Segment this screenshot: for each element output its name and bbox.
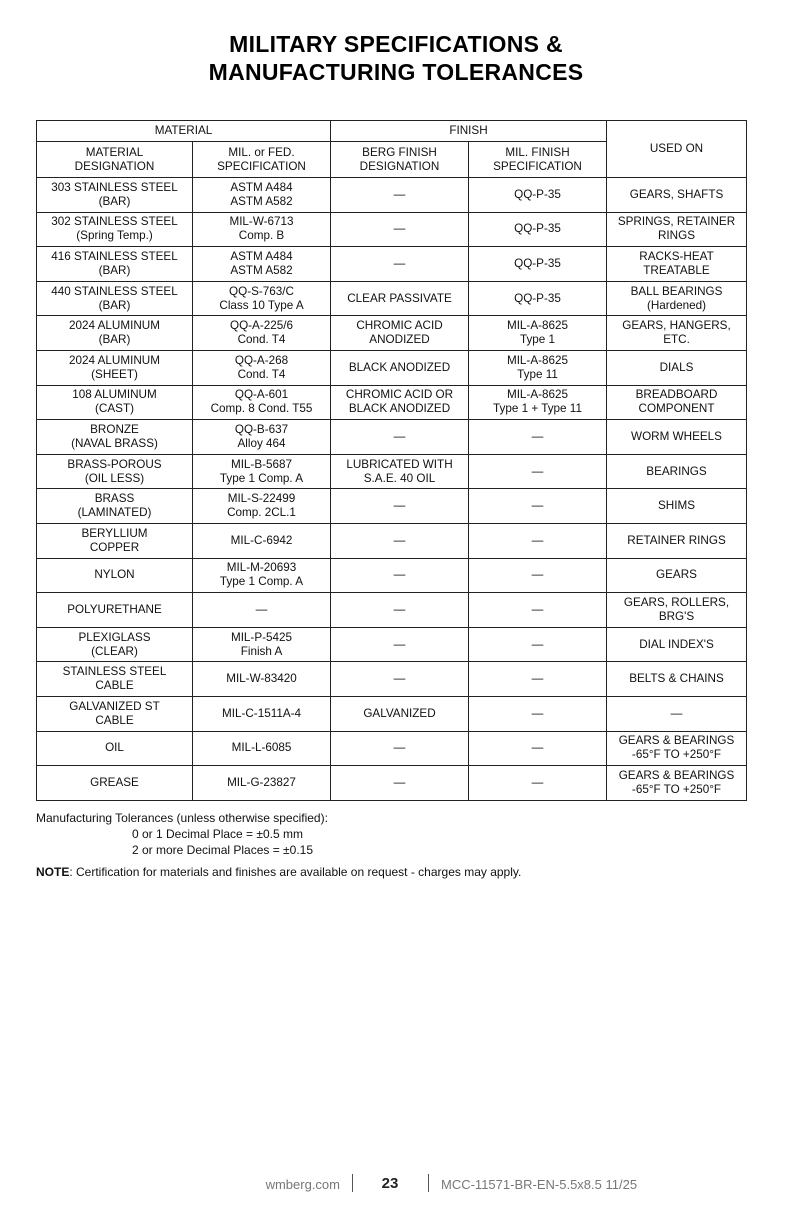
column-header-material-designation: MATERIAL DESIGNATION — [37, 142, 193, 178]
mil-fed-specification-cell: MIL-L-6085 — [193, 731, 331, 766]
mil-fed-specification-cell: QQ-S-763/C Class 10 Type A — [193, 281, 331, 316]
mil-finish-specification-cell: QQ-P-35 — [469, 178, 607, 213]
berg-finish-cell: — — [331, 420, 469, 455]
used-on-cell: GEARS & BEARINGS -65°F TO +250°F — [607, 766, 747, 801]
footer-document-code: MCC-11571-BR-EN-5.5x8.5 11/25 — [441, 1177, 638, 1192]
material-designation-cell: 303 STAINLESS STEEL (BAR) — [37, 178, 193, 213]
mil-finish-specification-cell: QQ-P-35 — [469, 281, 607, 316]
material-designation-cell: GREASE — [37, 766, 193, 801]
used-on-cell: DIAL INDEX'S — [607, 627, 747, 662]
mil-fed-specification-cell: MIL-M-20693 Type 1 Comp. A — [193, 558, 331, 593]
mil-fed-specification-cell: — — [193, 593, 331, 628]
mil-finish-specification-cell: QQ-P-35 — [469, 212, 607, 247]
mil-fed-specification-cell: MIL-C-1511A-4 — [193, 696, 331, 731]
title-line-2: MANUFACTURING TOLERANCES — [208, 59, 584, 85]
mil-fed-specification-cell: QQ-A-601 Comp. 8 Cond. T55 — [193, 385, 331, 420]
note-text: : Certification for materials and finishes are available on request - charges may apply. — [69, 865, 522, 879]
material-designation-cell: 108 ALUMINUM (CAST) — [37, 385, 193, 420]
table-row — [37, 696, 747, 731]
mil-fed-specification-cell: MIL-P-5425 Finish A — [193, 627, 331, 662]
material-designation-cell: POLYURETHANE — [37, 593, 193, 628]
used-on-cell: BEARINGS — [607, 454, 747, 489]
material-designation-cell: 440 STAINLESS STEEL (BAR) — [37, 281, 193, 316]
berg-finish-cell: — — [331, 662, 469, 697]
notes-section — [36, 810, 756, 880]
group-header-finish: FINISH — [331, 121, 607, 142]
column-header-berg-finish-designation: BERG FINISH DESIGNATION — [331, 142, 469, 178]
mil-fed-specification-cell: MIL-S-22499 Comp. 2CL.1 — [193, 489, 331, 524]
mil-fed-specification-cell: QQ-A-225/6 Cond. T4 — [193, 316, 331, 351]
mil-fed-specification-cell: MIL-W-6713 Comp. B — [193, 212, 331, 247]
table-row — [37, 558, 747, 593]
mil-finish-specification-cell: MIL-A-8625 Type 1 — [469, 316, 607, 351]
material-designation-cell: PLEXIGLASS (CLEAR) — [37, 627, 193, 662]
material-designation-cell: 2024 ALUMINUM (BAR) — [37, 316, 193, 351]
material-designation-cell: BERYLLIUM COPPER — [37, 523, 193, 558]
page-title — [0, 30, 792, 86]
material-designation-cell: BRONZE (NAVAL BRASS) — [37, 420, 193, 455]
table-row — [37, 454, 747, 489]
mil-fed-specification-cell: MIL-G-23827 — [193, 766, 331, 801]
mil-finish-specification-cell: QQ-P-35 — [469, 247, 607, 282]
footer-divider — [428, 1174, 429, 1192]
used-on-cell: RACKS-HEAT TREATABLE — [607, 247, 747, 282]
material-designation-cell: BRASS (LAMINATED) — [37, 489, 193, 524]
material-designation-cell: OIL — [37, 731, 193, 766]
note-label: NOTE — [36, 865, 70, 879]
mil-finish-specification-cell: — — [469, 523, 607, 558]
table-row — [37, 489, 747, 524]
table-row — [37, 247, 747, 282]
berg-finish-cell: LUBRICATED WITH S.A.E. 40 OIL — [331, 454, 469, 489]
berg-finish-cell: — — [331, 523, 469, 558]
berg-finish-cell: BLACK ANODIZED — [331, 350, 469, 385]
table-row — [37, 627, 747, 662]
mil-fed-specification-cell: QQ-A-268 Cond. T4 — [193, 350, 331, 385]
table-row — [37, 766, 747, 801]
berg-finish-cell: GALVANIZED — [331, 696, 469, 731]
tolerance-line-2: 2 or more Decimal Places = ±0.15 — [132, 843, 313, 857]
page-number: 23 — [381, 1175, 399, 1192]
mil-finish-specification-cell: — — [469, 627, 607, 662]
mil-fed-specification-cell: MIL-C-6942 — [193, 523, 331, 558]
table-row — [37, 281, 747, 316]
mil-finish-specification-cell: MIL-A-8625 Type 1 + Type 11 — [469, 385, 607, 420]
table-row — [37, 420, 747, 455]
berg-finish-cell: — — [331, 178, 469, 213]
table-row — [37, 523, 747, 558]
berg-finish-cell: — — [331, 247, 469, 282]
table-row — [37, 593, 747, 628]
page-footer — [0, 1174, 792, 1196]
mil-fed-specification-cell: MIL-W-83420 — [193, 662, 331, 697]
table-row — [37, 662, 747, 697]
mil-finish-specification-cell: — — [469, 454, 607, 489]
material-designation-cell: GALVANIZED ST CABLE — [37, 696, 193, 731]
used-on-cell: GEARS, ROLLERS, BRG'S — [607, 593, 747, 628]
tolerances-heading: Manufacturing Tolerances (unless otherwise specified): — [36, 811, 328, 825]
used-on-cell: GEARS, HANGERS, ETC. — [607, 316, 747, 351]
used-on-cell: RETAINER RINGS — [607, 523, 747, 558]
used-on-cell: GEARS & BEARINGS -65°F TO +250°F — [607, 731, 747, 766]
table-row — [37, 731, 747, 766]
group-header-material: MATERIAL — [37, 121, 331, 142]
mil-finish-specification-cell: — — [469, 558, 607, 593]
material-designation-cell: 302 STAINLESS STEEL (Spring Temp.) — [37, 212, 193, 247]
table-row — [37, 316, 747, 351]
berg-finish-cell: CHROMIC ACID ANODIZED — [331, 316, 469, 351]
used-on-cell: BALL BEARINGS (Hardened) — [607, 281, 747, 316]
mil-fed-specification-cell: ASTM A484 ASTM A582 — [193, 247, 331, 282]
used-on-cell: WORM WHEELS — [607, 420, 747, 455]
footer-website-link[interactable]: wmberg.com — [265, 1177, 340, 1192]
title-line-1: MILITARY SPECIFICATIONS & — [229, 31, 563, 57]
mil-fed-specification-cell: MIL-B-5687 Type 1 Comp. A — [193, 454, 331, 489]
used-on-cell: BREADBOARD COMPONENT — [607, 385, 747, 420]
used-on-cell: DIALS — [607, 350, 747, 385]
footer-divider — [352, 1174, 353, 1192]
berg-finish-cell: — — [331, 766, 469, 801]
mil-finish-specification-cell: — — [469, 766, 607, 801]
used-on-cell: SHIMS — [607, 489, 747, 524]
table-row — [37, 178, 747, 213]
material-designation-cell: 2024 ALUMINUM (SHEET) — [37, 350, 193, 385]
spec-table — [36, 120, 747, 801]
mil-finish-specification-cell: MIL-A-8625 Type 11 — [469, 350, 607, 385]
berg-finish-cell: — — [331, 212, 469, 247]
mil-finish-specification-cell: — — [469, 731, 607, 766]
material-designation-cell: NYLON — [37, 558, 193, 593]
mil-finish-specification-cell: — — [469, 696, 607, 731]
column-header-used-on: USED ON — [607, 121, 747, 178]
berg-finish-cell: — — [331, 627, 469, 662]
mil-finish-specification-cell: — — [469, 489, 607, 524]
used-on-cell: GEARS — [607, 558, 747, 593]
column-header-mil-finish-specification: MIL. FINISH SPECIFICATION — [469, 142, 607, 178]
berg-finish-cell: CLEAR PASSIVATE — [331, 281, 469, 316]
column-header-mil-fed-specification: MIL. or FED. SPECIFICATION — [193, 142, 331, 178]
mil-finish-specification-cell: — — [469, 420, 607, 455]
berg-finish-cell: CHROMIC ACID OR BLACK ANODIZED — [331, 385, 469, 420]
table-row — [37, 212, 747, 247]
mil-finish-specification-cell: — — [469, 662, 607, 697]
mil-fed-specification-cell: QQ-B-637 Alloy 464 — [193, 420, 331, 455]
berg-finish-cell: — — [331, 489, 469, 524]
table-row — [37, 350, 747, 385]
berg-finish-cell: — — [331, 731, 469, 766]
berg-finish-cell: — — [331, 593, 469, 628]
used-on-cell: GEARS, SHAFTS — [607, 178, 747, 213]
used-on-cell: SPRINGS, RETAINER RINGS — [607, 212, 747, 247]
berg-finish-cell: — — [331, 558, 469, 593]
spec-table-body — [37, 178, 747, 801]
mil-finish-specification-cell: — — [469, 593, 607, 628]
tolerance-line-1: 0 or 1 Decimal Place = ±0.5 mm — [132, 827, 303, 841]
certification-note — [36, 864, 756, 880]
used-on-cell: — — [607, 696, 747, 731]
material-designation-cell: BRASS-POROUS (OIL LESS) — [37, 454, 193, 489]
material-designation-cell: STAINLESS STEEL CABLE — [37, 662, 193, 697]
used-on-cell: BELTS & CHAINS — [607, 662, 747, 697]
table-row — [37, 385, 747, 420]
material-designation-cell: 416 STAINLESS STEEL (BAR) — [37, 247, 193, 282]
mil-fed-specification-cell: ASTM A484 ASTM A582 — [193, 178, 331, 213]
